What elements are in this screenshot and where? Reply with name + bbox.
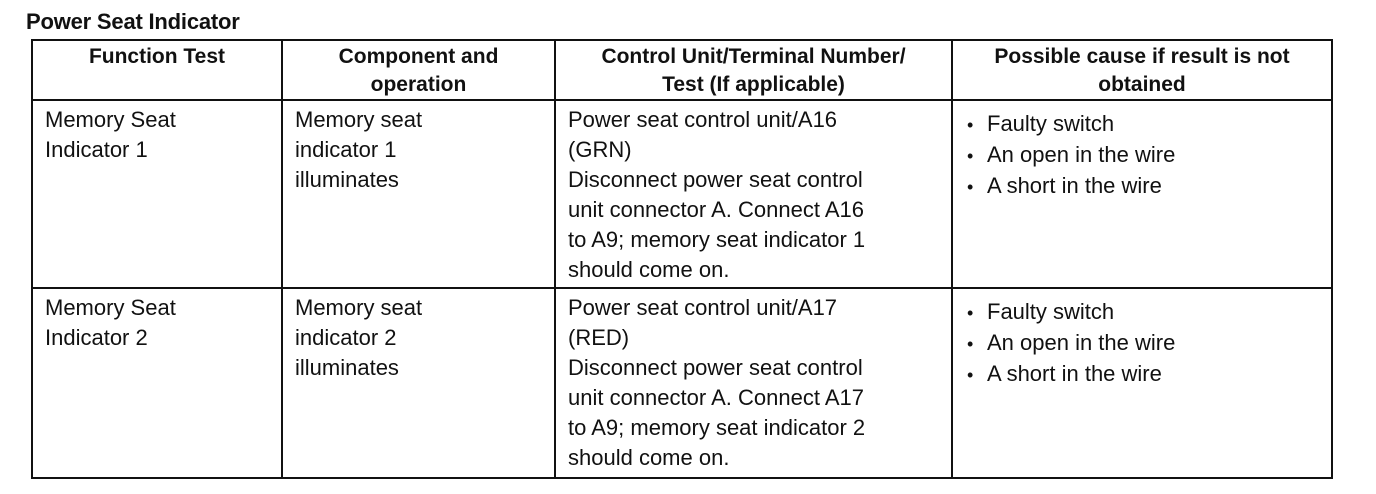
cell-line: to A9; memory seat indicator 1 bbox=[568, 227, 866, 252]
cell-line: to A9; memory seat indicator 2 bbox=[568, 415, 866, 440]
header-line: operation bbox=[370, 73, 467, 96]
cell-line: (RED) bbox=[568, 325, 630, 350]
cell-line: indicator 1 bbox=[295, 137, 397, 162]
header-line: Test (If applicable) bbox=[662, 73, 845, 96]
cell-function-test bbox=[32, 288, 282, 478]
list-item: • A short in the wire bbox=[967, 359, 1321, 390]
cell-line: Power seat control unit/A17 bbox=[568, 295, 838, 320]
cell-line: Memory Seat bbox=[45, 107, 176, 132]
header-line: Function Test bbox=[88, 45, 226, 68]
cell-control-unit bbox=[555, 288, 952, 478]
cell-component-operation bbox=[282, 100, 555, 288]
header-component-operation bbox=[282, 40, 555, 100]
cell-control-unit bbox=[555, 100, 952, 288]
header-control-unit bbox=[555, 40, 952, 100]
table-row bbox=[32, 100, 1332, 288]
list-item: • Faulty switch bbox=[967, 297, 1321, 328]
list-item: • An open in the wire bbox=[967, 328, 1321, 359]
power-seat-indicator-table bbox=[31, 39, 1333, 479]
cell-possible-cause bbox=[952, 288, 1332, 478]
cell-line: Indicator 2 bbox=[45, 325, 148, 350]
list-item: • An open in the wire bbox=[967, 140, 1321, 171]
cell-line: Indicator 1 bbox=[45, 137, 148, 162]
cell-line: Memory seat bbox=[295, 107, 423, 132]
table-row bbox=[32, 288, 1332, 478]
list-item: • A short in the wire bbox=[967, 171, 1321, 202]
cell-line: Disconnect power seat control bbox=[568, 167, 863, 192]
cell-line: Memory seat bbox=[295, 295, 423, 320]
cell-line: unit connector A. Connect A17 bbox=[568, 385, 864, 410]
cell-line: illuminates bbox=[295, 167, 399, 192]
table-header-row bbox=[32, 40, 1332, 100]
cell-line: Memory Seat bbox=[45, 295, 176, 320]
cell-line: unit connector A. Connect A16 bbox=[568, 197, 864, 222]
cell-line: indicator 2 bbox=[295, 325, 397, 350]
cell-possible-cause bbox=[952, 100, 1332, 288]
cell-line: Disconnect power seat control bbox=[568, 355, 863, 380]
page-title: Power Seat Indicator bbox=[26, 9, 240, 34]
cell-function-test bbox=[32, 100, 282, 288]
cause-list bbox=[965, 293, 1321, 390]
cell-line: should come on. bbox=[568, 445, 730, 470]
cell-component-operation bbox=[282, 288, 555, 478]
cell-line: Power seat control unit/A16 bbox=[568, 107, 838, 132]
header-possible-cause bbox=[952, 40, 1332, 100]
header-function-test bbox=[32, 40, 282, 100]
cell-line: (GRN) bbox=[568, 137, 632, 162]
cell-line: illuminates bbox=[295, 355, 399, 380]
header-line: obtained bbox=[1098, 73, 1186, 96]
list-item: • Faulty switch bbox=[967, 109, 1321, 140]
header-line: Component and bbox=[338, 45, 499, 68]
header-line: Control Unit/Terminal Number/ bbox=[601, 45, 906, 68]
cell-line: should come on. bbox=[568, 257, 730, 282]
header-line: Possible cause if result is not bbox=[994, 45, 1290, 68]
cause-list bbox=[965, 105, 1321, 202]
